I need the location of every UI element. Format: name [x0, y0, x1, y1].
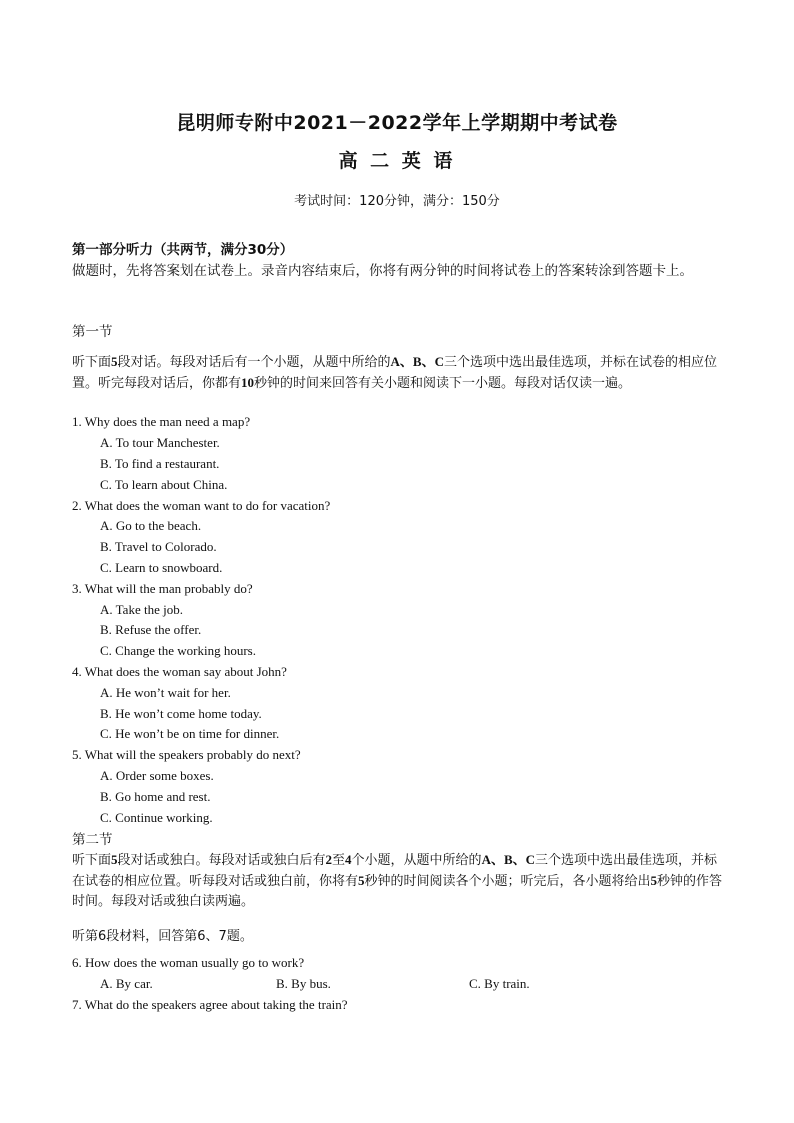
option-1b: B. To find a restaurant.: [100, 456, 220, 471]
option-4b: B. He won’t come home today.: [100, 706, 262, 721]
section1-label: 第一节: [72, 324, 113, 340]
option-5a: A. Order some boxes.: [100, 768, 214, 783]
instr-text: 三个选项中选出最佳选项，并标在试卷的相应位置。听完每段对话后，你都有: [72, 355, 717, 391]
option-4c: C. He won’t be on time for dinner.: [100, 726, 280, 741]
option-5b: B. Go home and rest.: [100, 789, 211, 804]
option-1a: A. To tour Manchester.: [100, 435, 220, 450]
option-2c: C. Learn to snowboard.: [100, 560, 223, 575]
instr-text: 个小题，从题中所给的: [351, 853, 482, 868]
section2-instructions: [72, 850, 726, 912]
option-3a: A. Take the job.: [100, 602, 183, 617]
exam-info: 考试时间：120分钟，满分：150分: [294, 194, 500, 209]
question-6: 6. How does the woman usually go to work?: [72, 955, 305, 970]
instr-bold: A、B、C: [481, 852, 536, 867]
instr-bold: 10: [241, 375, 255, 390]
section1-instructions: [72, 352, 726, 394]
question-2: 2. What does the woman want to do for vacation?: [72, 498, 331, 513]
option-4a: A. He won’t wait for her.: [100, 685, 231, 700]
instr-bold: A、B、C: [390, 354, 444, 369]
instr-text: 至: [332, 853, 346, 868]
option-6c: C. By train.: [469, 976, 530, 991]
instr-bold: 5: [650, 873, 658, 888]
instr-bold: 2: [325, 852, 333, 867]
instr-bold: 5: [358, 873, 365, 888]
question-5: 5. What will the speakers probably do next?: [72, 747, 301, 762]
option-2a: A. Go to the beach.: [100, 518, 202, 533]
instr-text: 段对话或独白。每段对话或独白后有: [117, 853, 326, 868]
subject-title: 高 二 英 语: [338, 150, 456, 172]
instr-text: 听下面: [72, 355, 112, 370]
instr-text: 秒钟的时间阅读各个小题；听完后，各小题将给出: [364, 874, 651, 889]
instr-text: 听下面: [72, 853, 112, 868]
question-3: 3. What will the man probably do?: [72, 581, 253, 596]
part1-intro: 做题时，先将答案划在试卷上。录音内容结束后，你将有两分钟的时间将试卷上的答案转涂到答题卡上。: [72, 263, 693, 279]
option-6b: B. By bus.: [276, 976, 331, 991]
option-2b: B. Travel to Colorado.: [100, 539, 217, 554]
option-3b: B. Refuse the offer.: [100, 622, 202, 637]
question-4: 4. What does the woman say about John?: [72, 664, 287, 679]
instr-text: 秒钟的作答时间。每段对话或独白读两遍。: [72, 874, 723, 909]
question-7: 7. What do the speakers agree about taking the train?: [72, 997, 348, 1012]
instr-bold: 4: [345, 852, 352, 867]
option-5c: C. Continue working.: [100, 810, 213, 825]
material-6-intro: 听第6段材料，回答第6、7题。: [72, 929, 253, 944]
section2-label: 第二节: [72, 832, 113, 848]
option-6a: A. By car.: [100, 976, 153, 991]
exam-title: 昆明师专附中2021－2022学年上学期期中考试卷: [176, 112, 618, 134]
question-1: 1. Why does the man need a map?: [72, 414, 251, 429]
option-1c: C. To learn about China.: [100, 477, 228, 492]
instr-text: 段对话。每段对话后有一个小题，从题中所给的: [117, 355, 391, 370]
option-3c: C. Change the working hours.: [100, 643, 256, 658]
instr-bold: 5: [111, 354, 118, 369]
instr-text: 三个选项中选出最佳选项，并标在试卷的相应位置。听每段对话或独白前，你将有: [72, 853, 718, 889]
instr-text: 秒钟的时间来回答有关小题和阅读下一小题。每段对话仅读一遍。: [254, 376, 632, 391]
instr-bold: 5: [111, 852, 118, 867]
part1-title: 第一部分听力（共两节，满分30分）: [72, 242, 294, 258]
